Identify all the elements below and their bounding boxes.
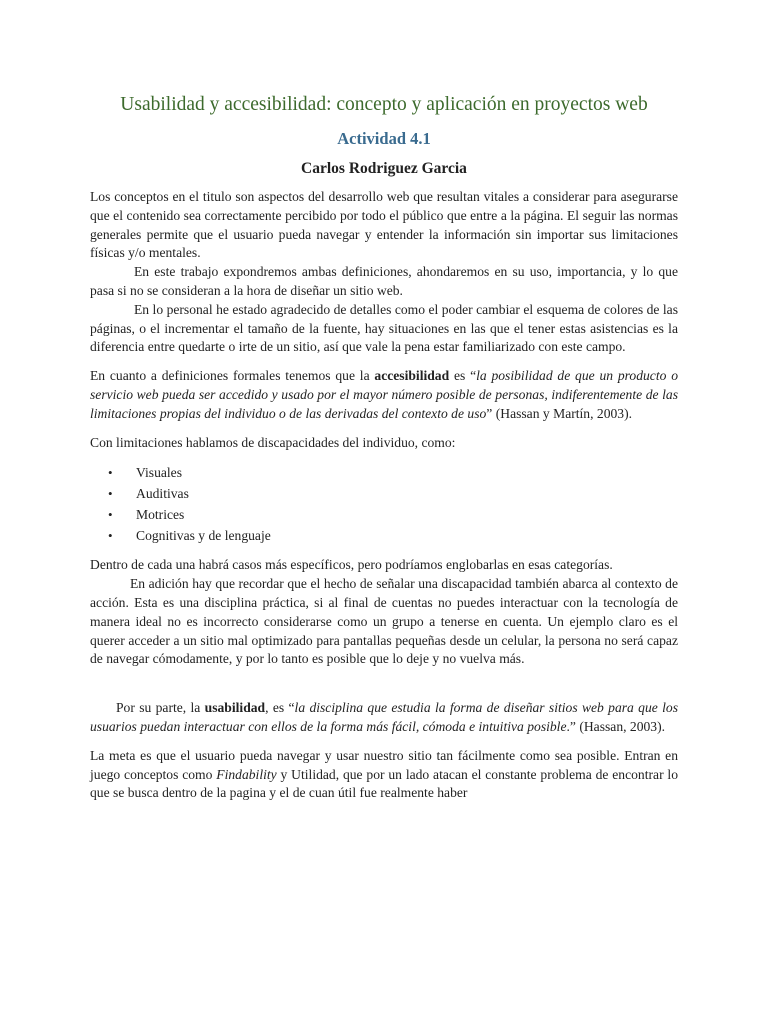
accesibilidad-mid: es “ (449, 368, 477, 384)
accesibilidad-term: accesibilidad (374, 368, 450, 384)
usabilidad-quote: la disciplina que estudia la forma de diseñar sitios web para que los usuarios puedan interactuar con ellos de la forma más fácil, cómoda e intuitiva posible (90, 700, 678, 734)
usabilidad-paragraph (90, 699, 678, 737)
intro-paragraph (90, 188, 678, 263)
list-item: • Cognitivas y de lenguaje (136, 525, 678, 546)
list-item: • Motrices (136, 504, 678, 525)
categorias-paragraph: Dentro de cada una habrá casos más específicos, pero podríamos englobarlas en esas categorías. (90, 557, 613, 573)
list-item: • Visuales (136, 462, 678, 483)
list-item: • Auditivas (136, 483, 678, 504)
limitaciones-list (90, 462, 678, 546)
meta-post: y Utilidad, que por un lado atacan el constante problema de encontrar lo que se busca dentro de la pagina y el de cuan útil fue realmente haber (90, 766, 679, 801)
usabilidad-term: usabilidad (204, 700, 266, 716)
intro-text: Los conceptos en el titulo son aspectos del desarrollo web que resultan vitales a considerar para asegurarse que el contenido sea correctamente percibido por todo el público que entre a la página. El seguir las normas generales permite que el usuario pueda navegar y entender la información sin importar sus limitaciones físicas y/o mentales. (90, 189, 678, 261)
document-subtitle: Actividad 4.1 (337, 129, 431, 148)
accesibilidad-quote: la posibilidad de que un producto o servicio web pueda ser accedido y usado por el mayor número posible de personas, indiferentemente de las limitaciones propias del individuo o de las derivadas del contexto de uso (90, 368, 679, 421)
meta-paragraph (90, 747, 678, 803)
scope-paragraph (90, 263, 678, 301)
accesibilidad-paragraph (90, 367, 678, 423)
personal-text: En lo personal he estado agradecido de detalles como el poder cambiar el esquema de colores de las páginas, o el incrementar el tamaño de la fuente, hay situaciones en las que el tener estas asistencias es la diferencia entre quedarte o irte de un sitio, así que vale la pena estar familiarizado con este campo. (90, 301, 678, 355)
usabilidad-citation: .” (Hassan, 2003). (566, 718, 666, 734)
limitaciones-intro: Con limitaciones hablamos de discapacidades del individuo, como: (90, 434, 456, 450)
document-author: Carlos Rodriguez Garcia (301, 160, 467, 177)
scope-text: En este trabajo expondremos ambas definiciones, ahondaremos en su uso, importancia, y lo que pasa si no se consideran a la hora de diseñar un sitio web. (90, 264, 678, 298)
usabilidad-pre: Por su parte, la (116, 700, 205, 716)
contexto-paragraph: En adición hay que recordar que el hecho de señalar una discapacidad también abarca al contexto de acción. Esta es una disciplina práctica, si al final de cuentas no puedes interactuar con la tecnología de manera ideal no es incorrecto considerarse como un grupo a tenerse en cuenta. Un ejemplo claro es el querer acceder a un sitio mal optimizado para pantallas pequeñas desde un celular, la persona no será capaz de navegar cómodamente, y por lo tanto es posible que lo deje y no vuelva más. (90, 576, 678, 667)
meta-pre: La meta es que el usuario pueda navegar y usar nuestro sitio tan fácilmente como sea posible. Entran en juego conceptos como (90, 747, 678, 782)
personal-paragraph (90, 301, 678, 357)
document-title: Usabilidad y accesibilidad: concepto y aplicación en proyectos web (120, 94, 648, 115)
meta-term: Findability (216, 766, 277, 782)
accesibilidad-pre: En cuanto a definiciones formales tenemos que la (90, 368, 375, 384)
accesibilidad-citation: ” (Hassan y Martín, 2003). (486, 405, 633, 421)
usabilidad-mid: , es “ (265, 700, 295, 716)
